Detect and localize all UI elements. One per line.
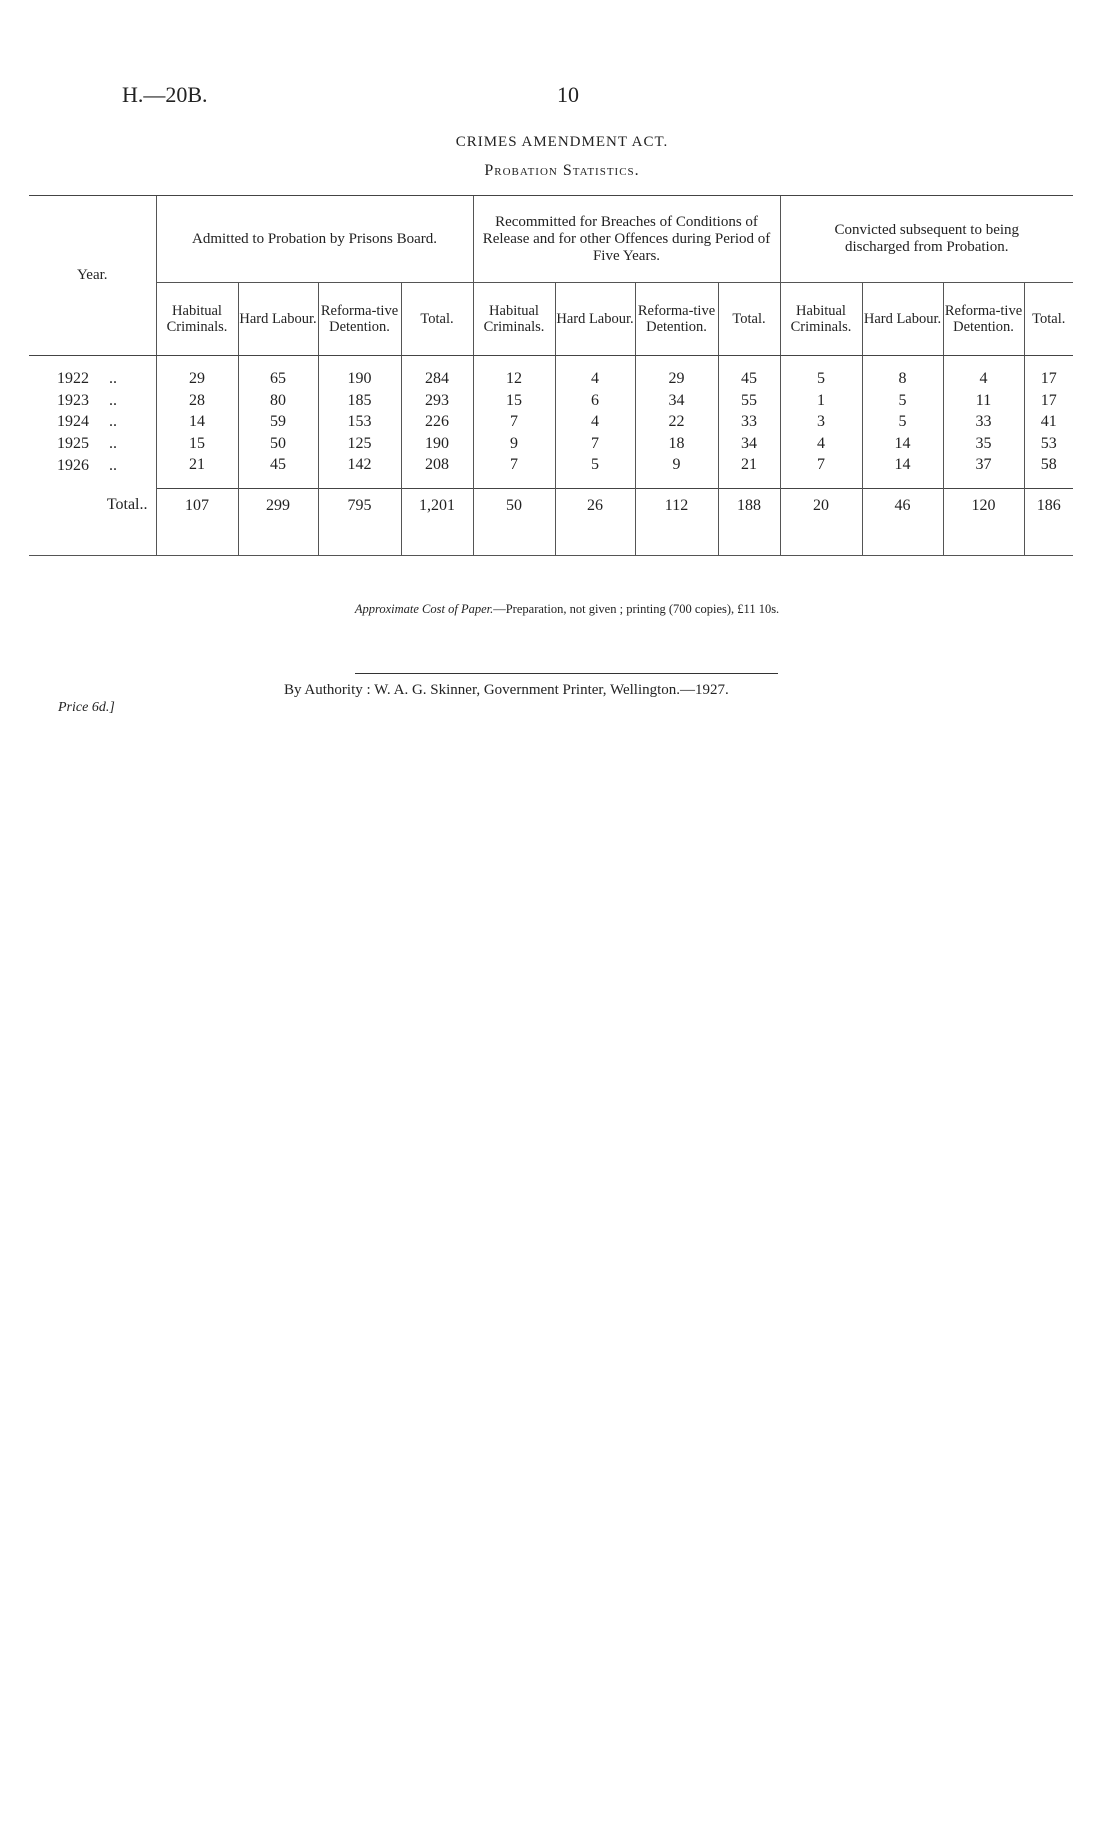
- subheader-habitual-criminals: Habitual Criminals.: [780, 283, 862, 356]
- value-cell: 34: [635, 390, 718, 412]
- value-cell: 35: [943, 433, 1024, 455]
- value-cell: 45: [718, 356, 780, 390]
- value-cell: 142: [318, 454, 401, 488]
- value-cell: 14: [156, 411, 238, 433]
- value-cell: 17: [1024, 390, 1073, 412]
- subheader-hard-labour: Hard Labour.: [862, 283, 943, 356]
- value-cell: 5: [780, 356, 862, 390]
- value-cell: 80: [238, 390, 318, 412]
- table-row: [29, 433, 1073, 455]
- table-row: [29, 411, 1073, 433]
- total-cell: 107: [156, 488, 238, 555]
- value-cell: 58: [1024, 454, 1073, 488]
- group-header-recommitted: Recommitted for Breaches of Conditions of Release and for other Offences during Period of Five Years.: [473, 196, 780, 283]
- cost-note-text: —Preparation, not given ; printing (700 copies), £11 10s.: [493, 602, 780, 616]
- value-cell: 29: [635, 356, 718, 390]
- value-cell: 34: [718, 433, 780, 455]
- value-cell: 14: [862, 433, 943, 455]
- total-cell: 26: [555, 488, 635, 555]
- value-cell: 4: [780, 433, 862, 455]
- year-value: 1922: [57, 370, 89, 388]
- probation-statistics-table: [29, 195, 1073, 556]
- subheader-total: Total.: [718, 283, 780, 356]
- value-cell: 9: [635, 454, 718, 488]
- total-row: [29, 488, 1073, 555]
- value-cell: 59: [238, 411, 318, 433]
- subheader-hard-labour: Hard Labour.: [238, 283, 318, 356]
- subheader-reformative-detention: Reforma-tive Detention.: [635, 283, 718, 356]
- table-row: [29, 356, 1073, 390]
- leader-dots: ..: [109, 434, 117, 452]
- total-cell: 299: [238, 488, 318, 555]
- year-value: 1923: [57, 391, 89, 409]
- value-cell: 21: [718, 454, 780, 488]
- value-cell: 4: [555, 356, 635, 390]
- divider-rule: [355, 673, 778, 674]
- table-row: [29, 390, 1073, 412]
- value-cell: 45: [238, 454, 318, 488]
- total-cell: 1,201: [401, 488, 473, 555]
- value-cell: 7: [555, 433, 635, 455]
- value-cell: 4: [943, 356, 1024, 390]
- value-cell: 7: [780, 454, 862, 488]
- leader-dots: ..: [109, 370, 117, 388]
- value-cell: 14: [862, 454, 943, 488]
- value-cell: 3: [780, 411, 862, 433]
- total-label: Total..: [29, 488, 156, 555]
- group-header-convicted: Convicted subsequent to being discharged from Probation.: [780, 196, 1073, 283]
- value-cell: 50: [238, 433, 318, 455]
- subheader-row: [29, 283, 1073, 356]
- subheader-reformative-detention: Reforma-tive Detention.: [943, 283, 1024, 356]
- subheader-hard-labour: Hard Labour.: [555, 283, 635, 356]
- value-cell: 153: [318, 411, 401, 433]
- table-row: [29, 454, 1073, 488]
- subheader-total: Total.: [1024, 283, 1073, 356]
- printer-authority: By Authority : W. A. G. Skinner, Government Printer, Wellington.—1927.: [284, 682, 729, 698]
- value-cell: 5: [862, 411, 943, 433]
- year-cell: [29, 433, 156, 455]
- value-cell: 190: [401, 433, 473, 455]
- value-cell: 55: [718, 390, 780, 412]
- total-cell: 20: [780, 488, 862, 555]
- value-cell: 226: [401, 411, 473, 433]
- table-title: Probation Statistics.: [484, 162, 640, 179]
- year-cell: [29, 390, 156, 412]
- value-cell: 33: [718, 411, 780, 433]
- value-cell: 65: [238, 356, 318, 390]
- leader-dots: ..: [109, 456, 117, 474]
- value-cell: 5: [862, 390, 943, 412]
- year-cell: [29, 454, 156, 488]
- page-number: 10: [557, 82, 579, 107]
- leader-dots: ..: [109, 413, 117, 431]
- total-cell: 46: [862, 488, 943, 555]
- value-cell: 41: [1024, 411, 1073, 433]
- subheader-total: Total.: [401, 283, 473, 356]
- value-cell: 1: [780, 390, 862, 412]
- value-cell: 22: [635, 411, 718, 433]
- year-cell: [29, 356, 156, 390]
- year-value: 1925: [57, 434, 89, 452]
- value-cell: 190: [318, 356, 401, 390]
- cost-note-label: Approximate Cost of Paper.: [354, 602, 494, 616]
- value-cell: 11: [943, 390, 1024, 412]
- value-cell: 15: [156, 433, 238, 455]
- value-cell: 15: [473, 390, 555, 412]
- year-value: 1926: [57, 456, 89, 474]
- value-cell: 7: [473, 454, 555, 488]
- cost-note: [0, 602, 1114, 617]
- value-cell: 6: [555, 390, 635, 412]
- act-title: CRIMES AMENDMENT ACT.: [455, 134, 669, 150]
- leader-dots: ..: [109, 391, 117, 409]
- value-cell: 4: [555, 411, 635, 433]
- total-cell: 186: [1024, 488, 1073, 555]
- value-cell: 293: [401, 390, 473, 412]
- value-cell: 28: [156, 390, 238, 412]
- value-cell: 185: [318, 390, 401, 412]
- total-cell: 112: [635, 488, 718, 555]
- value-cell: 125: [318, 433, 401, 455]
- value-cell: 37: [943, 454, 1024, 488]
- document-code: H.—20B.: [122, 82, 208, 107]
- year-header: Year.: [29, 196, 156, 356]
- total-cell: 50: [473, 488, 555, 555]
- total-cell: 188: [718, 488, 780, 555]
- value-cell: 8: [862, 356, 943, 390]
- subheader-habitual-criminals: Habitual Criminals.: [473, 283, 555, 356]
- value-cell: 5: [555, 454, 635, 488]
- value-cell: 284: [401, 356, 473, 390]
- value-cell: 17: [1024, 356, 1073, 390]
- value-cell: 12: [473, 356, 555, 390]
- value-cell: 53: [1024, 433, 1073, 455]
- value-cell: 208: [401, 454, 473, 488]
- value-cell: 29: [156, 356, 238, 390]
- total-cell: 795: [318, 488, 401, 555]
- value-cell: 21: [156, 454, 238, 488]
- value-cell: 9: [473, 433, 555, 455]
- value-cell: 18: [635, 433, 718, 455]
- year-value: 1924: [57, 413, 89, 431]
- price: Price 6d.]: [58, 700, 115, 715]
- subheader-habitual-criminals: Habitual Criminals.: [156, 283, 238, 356]
- value-cell: 7: [473, 411, 555, 433]
- total-cell: 120: [943, 488, 1024, 555]
- value-cell: 33: [943, 411, 1024, 433]
- group-header-admitted: Admitted to Probation by Prisons Board.: [156, 196, 473, 283]
- year-cell: [29, 411, 156, 433]
- group-header-row: [29, 196, 1073, 283]
- subheader-reformative-detention: Reforma-tive Detention.: [318, 283, 401, 356]
